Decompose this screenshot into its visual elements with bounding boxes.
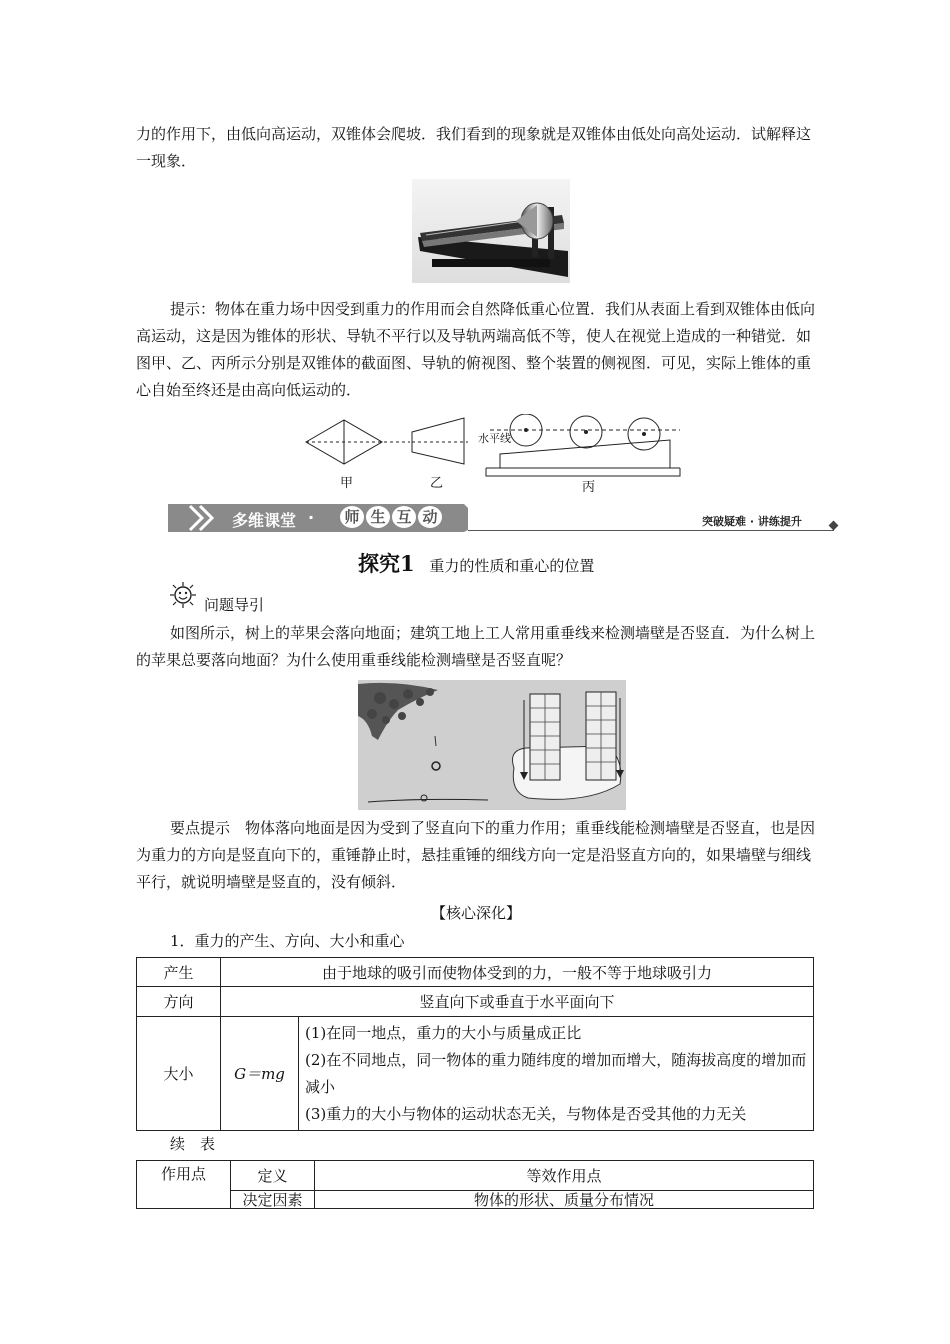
- section-banner: [168, 500, 840, 536]
- row-content: 由于地球的吸引而使物体受到的力，一般不等于地球吸引力: [221, 958, 814, 987]
- item1-heading: 1．重力的产生、方向、大小和重心: [170, 932, 405, 950]
- row-key: 定义: [231, 1161, 315, 1191]
- table-row: [137, 987, 814, 1017]
- key-points-paragraph: 要点提示 物体落向地面是因为受到了竖直向下的重力作用；重垂线能检测墙壁是否竖直，也是因为重力的方向是竖直向下的，重锤静止时，悬挂重锤的细线方向一定是沿竖直方向的，如果墙壁与细线平行，就说明墙壁是竖直的，没有倾斜．: [136, 819, 816, 891]
- apple-plumb-illustration: [358, 680, 626, 810]
- table-row: [137, 1161, 814, 1191]
- banner-right-text: 突破疑难 · 讲练提升: [702, 515, 802, 528]
- banner-title: 多维课堂: [232, 511, 297, 530]
- banner-char: 动: [418, 506, 442, 528]
- magnitude-point: (3)重力的大小与物体的运动状态无关，与物体是否受其他的力无关: [305, 1104, 747, 1123]
- banner-char: 互: [392, 506, 416, 528]
- action-point-table: [136, 1160, 814, 1209]
- row-content: 竖直向下或垂直于水平面向下: [221, 987, 814, 1017]
- double-cone-photo: [412, 179, 570, 283]
- label-jia: 甲: [340, 476, 354, 491]
- banner-char: 生: [366, 506, 390, 528]
- core-heading: 【核心深化】: [430, 904, 521, 922]
- magnitude-point: (1)在同一地点，重力的大小与质量成正比: [305, 1023, 582, 1042]
- cone-rail-diagram: [300, 414, 690, 494]
- guide-title: 问题导引: [204, 596, 265, 614]
- banner-dot: ·: [308, 508, 315, 527]
- section-label: 探究1: [358, 551, 415, 576]
- table-row: [137, 1191, 814, 1209]
- row-label: 产生: [137, 958, 221, 987]
- label-bing: 丙: [582, 480, 596, 495]
- section-title: 重力的性质和重心的位置: [429, 557, 595, 575]
- intro-paragraph: 力的作用下，由低向高运动，双锥体会爬坡．我们看到的现象就是双锥体由低处向高处运动．试解释这一现象．: [136, 125, 812, 170]
- table-row: [137, 958, 814, 987]
- guide-question: 如图所示，树上的苹果会落向地面；建筑工地上工人常用重垂线来检测墙壁是否竖直．为什么树上的苹果总要落向地面？为什么使用重垂线能检测墙壁是否竖直呢？: [136, 624, 816, 669]
- row-label: 作用点: [137, 1161, 231, 1209]
- continued-label: 续 表: [170, 1135, 216, 1153]
- row-label: 方向: [137, 987, 221, 1017]
- row-value: 等效作用点: [315, 1161, 814, 1191]
- row-value: 物体的形状、质量分布情况: [315, 1191, 814, 1209]
- gravity-formula: G＝mg: [221, 1017, 299, 1131]
- magnitude-point: (2)在不同地点，同一物体的重力随纬度的增加而增大，随海拔高度的增加而减小: [305, 1050, 807, 1096]
- section-heading: [358, 548, 594, 578]
- banner-char: 师: [340, 506, 364, 528]
- label-horizontal-line: 水平线: [478, 432, 511, 445]
- diagram-jia: [306, 420, 382, 464]
- magnitude-points: [299, 1017, 814, 1131]
- row-label: 大小: [137, 1017, 221, 1131]
- diagram-yi: [412, 418, 468, 464]
- diamond-icon: [829, 521, 839, 531]
- gravity-properties-table: [136, 957, 814, 1131]
- sun-smiley-icon: [170, 582, 196, 608]
- label-yi: 乙: [430, 476, 444, 491]
- diagram-bing: [486, 414, 680, 476]
- banner-rule: [468, 530, 834, 531]
- row-key: 决定因素: [231, 1191, 315, 1209]
- table-row: [137, 1017, 814, 1131]
- hint-paragraph: 提示：物体在重力场中因受到重力的作用而会自然降低重心位置．我们从表面上看到双锥体由低向高运动，这是因为锥体的形状、导轨不平行以及导轨两端高低不等，使人在视觉上造成的一种错觉．如图甲、乙、丙所示分别是双锥体的截面图、导轨的俯视图、整个装置的侧视图．可见，实际上锥体的重心自始至终还是由高向低运动的．: [136, 300, 816, 399]
- banner-emphasis: [340, 506, 442, 528]
